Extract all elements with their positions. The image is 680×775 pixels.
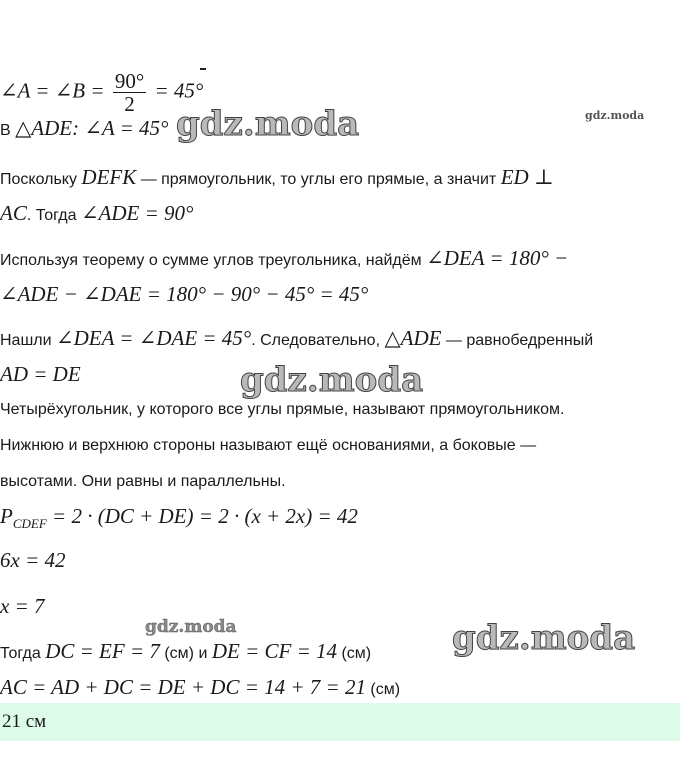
math-segment: AD = DE — [0, 362, 81, 386]
line-isosceles-conclusion — [0, 326, 593, 351]
perimeter-subscript: CDEF — [12, 516, 47, 532]
line-triangle-ade — [0, 116, 168, 141]
text-segment: — прямоугольник, то углы его прямые, а значит — [136, 171, 501, 188]
equation-x — [0, 594, 45, 619]
equation-ad-de — [0, 362, 81, 387]
fraction-numerator: 90° — [114, 69, 145, 93]
line-defk-rectangle — [0, 165, 554, 190]
equation-ac — [0, 675, 400, 700]
fraction — [113, 70, 146, 115]
math-segment: ∠ADE − ∠DAE = 180° − 90° − 45° = 45° — [0, 282, 369, 306]
answer-text: 21 см — [2, 711, 47, 732]
math-segment: ED ⊥ — [500, 165, 554, 189]
text-segment: (см) и — [159, 645, 212, 662]
text-segment: В — [0, 122, 16, 139]
text-segment: Используя теорему о сумме углов треугольника, найдём — [0, 252, 427, 269]
watermark-logo: gdz.moda — [145, 617, 237, 637]
math-segment: x = 7 — [0, 594, 45, 618]
math-segment: △ADE: ∠A = 45° — [15, 116, 169, 140]
line-triangle-sum-theorem — [0, 246, 568, 271]
math-segment: AC — [0, 201, 27, 225]
watermark-logo: gdz.moda — [585, 109, 645, 122]
math-segment: AC = AD + DC = DE + DC = 14 + 7 = 21 — [0, 675, 366, 699]
math-segment: = 2 · (DC + DE) = 2 · (x + 2x) = 42 — [46, 504, 358, 528]
text-segment: . Тогда — [26, 207, 81, 224]
text-segment: Тогда — [0, 645, 46, 662]
eq-lhs: ∠A = ∠B = — [0, 78, 110, 103]
text-segment: — равнобедренный — [441, 332, 594, 349]
math-segment: ∠ADE = 90° — [80, 201, 194, 225]
math-segment: DC = EF = 7 — [45, 639, 160, 663]
math-segment: ∠DEA = 180° − — [426, 246, 569, 270]
text-segment: Поскольку — [0, 171, 82, 188]
watermark-logo: gdz.moda — [176, 104, 360, 144]
math-segment: DEFK — [81, 165, 137, 189]
answer-box — [0, 703, 680, 741]
text-segment: (см) — [337, 645, 372, 662]
text-segment: Нашли — [0, 332, 57, 349]
line-angle-ade — [0, 201, 193, 226]
math-segment: P — [0, 504, 13, 528]
text-rectangle-definition: Четырёхугольник, у которого все углы прямые, называют прямоугольником. — [0, 401, 565, 418]
watermark-logo: gdz.moda — [240, 360, 424, 400]
math-segment: 6x = 42 — [0, 548, 66, 572]
equation-angles-a-b — [0, 70, 203, 115]
text-segment: . Следовательно, — [251, 332, 385, 349]
equation-angle-dea — [0, 282, 368, 307]
math-segment: △ADE — [384, 326, 442, 350]
math-segment: ∠DEA = ∠DAE = 45° — [56, 326, 252, 350]
math-segment: DE = CF = 14 — [211, 639, 337, 663]
line-side-lengths — [0, 639, 371, 664]
fraction-denominator: 2 — [124, 92, 135, 116]
text-bases-definition: Нижнюю и верхнюю стороны называют ещё основаниями, а боковые — — [0, 437, 537, 454]
text-heights-definition: высотами. Они равны и параллельны. — [0, 473, 286, 490]
eq-rhs: = 45° — [149, 78, 204, 103]
equation-perimeter — [0, 504, 358, 532]
equation-6x — [0, 548, 66, 573]
watermark-logo: gdz.moda — [452, 618, 636, 658]
text-segment: (см) — [365, 681, 401, 698]
